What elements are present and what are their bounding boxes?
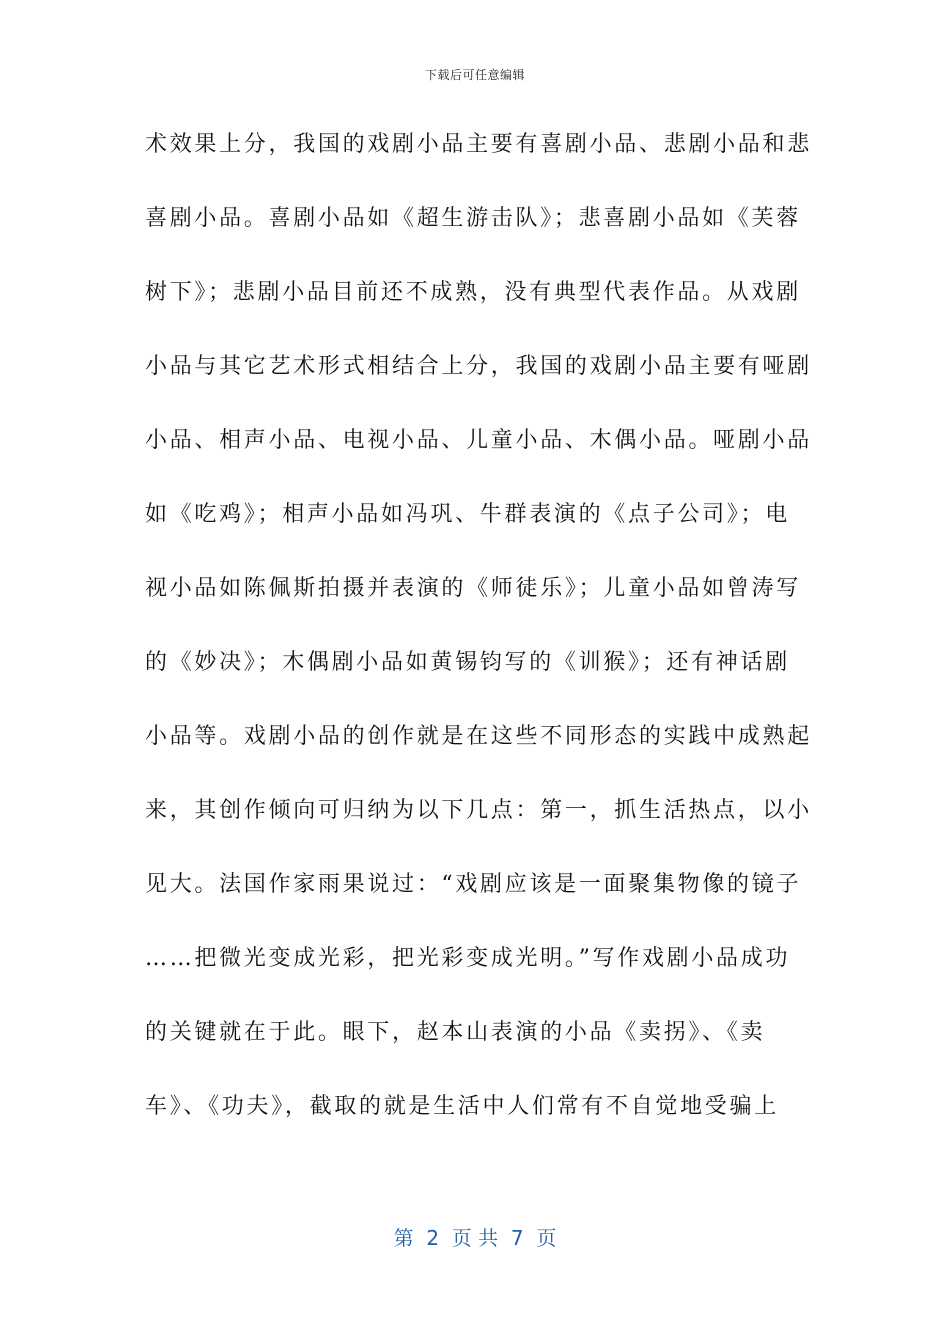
text-line: 树下》；悲剧小品目前还不成熟，没有典型代表作品。从戏剧	[145, 280, 801, 305]
text-line: 车》、《功夫》，截取的就是生活中人们常有不自觉地受骗上	[145, 1094, 779, 1119]
document-body	[145, 120, 812, 1156]
text-line: 小品等。戏剧小品的创作就是在这些不同形态的实践中成熟起	[145, 724, 812, 749]
text-line: 术效果上分，我国的戏剧小品主要有喜剧小品、悲剧小品和悲	[145, 132, 812, 157]
text-line: 小品与其它艺术形式相结合上分，我国的戏剧小品主要有哑剧	[145, 354, 812, 379]
text-line: 见大。法国作家雨果说过：“戏剧应该是一面聚集物像的镜子	[145, 872, 802, 897]
text-line: ……把微光变成光彩，把光彩变成光明。”写作戏剧小品成功	[145, 946, 791, 971]
text-line: 如《吃鸡》；相声小品如冯巩、牛群表演的《点子公司》；电	[145, 502, 790, 527]
text-line: 的《妙决》；木偶剧小品如黄锡钧写的《训猴》；还有神话剧	[145, 650, 790, 675]
text-line: 小品、相声小品、电视小品、儿童小品、木偶小品。哑剧小品	[145, 428, 812, 453]
text-line: 来，其创作倾向可归纳为以下几点：第一，抓生活热点，以小	[145, 798, 812, 823]
page-header: 下载后可任意编辑	[424, 68, 525, 82]
text-line: 喜剧小品。喜剧小品如《超生游击队》；悲喜剧小品如《芙蓉	[145, 206, 801, 231]
page-number-footer: 第 2 页 共 7 页	[393, 1226, 557, 1250]
text-line: 的关键就在于此。眼下，赵本山表演的小品《卖拐》、《卖	[145, 1020, 766, 1045]
text-line: 视小品如陈佩斯拍摄并表演的《师徒乐》；儿童小品如曾涛写	[145, 576, 801, 601]
